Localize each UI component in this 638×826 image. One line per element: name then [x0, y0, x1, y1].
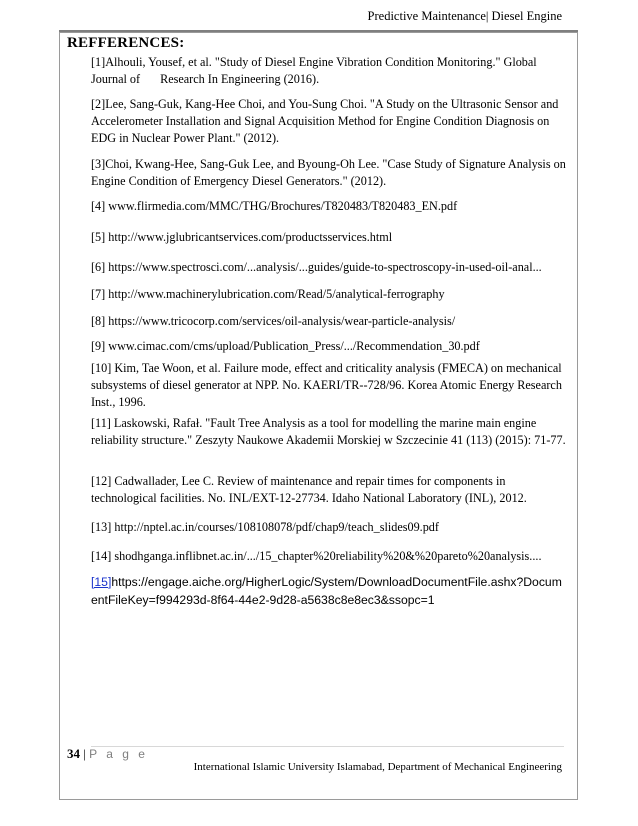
reference-4 [91, 198, 566, 215]
reference-number: [6] [91, 260, 106, 274]
reference-number: [11] [91, 416, 111, 430]
reference-number: [7] [91, 287, 106, 301]
footer-institution: International Islamic University Islamabad, Department of Mechanical Engineering [193, 761, 562, 773]
reference-text: https://www.tricocorp.com/services/oil-analysis/wear-particle-analysis/ [108, 314, 456, 328]
reference-12 [91, 473, 566, 507]
reference-text-continued: Research In Engineering (2016). [160, 72, 320, 86]
page-number-value: 34 [67, 746, 80, 761]
reference-text: www.cimac.com/cms/upload/Publication_Press/.../Recommendation_30.pdf [108, 339, 480, 353]
page-number [67, 746, 148, 762]
reference-number: [8] [91, 314, 106, 328]
reference-text: http://nptel.ac.in/courses/108108078/pdf/chap9/teach_slides09.pdf [114, 520, 439, 534]
reference-7 [91, 286, 566, 303]
reference-text: Laskowski, Rafał. "Fault Tree Analysis as a tool for modelling the marine main engine reliability structure." Zeszyty Naukowe Akademii Morskiej w Szczecinie 41 (113) (2015): 71-77. [91, 416, 566, 447]
reference-3 [91, 156, 566, 190]
reference-number: [2] [91, 97, 106, 111]
reference-10 [91, 360, 566, 411]
reference-number: [12] [91, 474, 112, 488]
reference-15 [91, 573, 566, 609]
reference-11 [91, 415, 566, 449]
reference-text: http://www.jglubricantservices.com/productsservices.html [108, 230, 393, 244]
reference-number: [13] [91, 520, 112, 534]
running-header: Predictive Maintenance| Diesel Engine [367, 9, 562, 23]
reference-number: [5] [91, 230, 106, 244]
reference-text: www.flirmedia.com/MMC/THG/Brochures/T820483/T820483_EN.pdf [108, 199, 458, 213]
reference-text: Cadwallader, Lee C. Review of maintenance and repair times for components in technological facilities. No. INL/EXT-12-27734. Idaho National Laboratory (INL), 2012. [91, 474, 527, 505]
reference-text: Kim, Tae Woon, et al. Failure mode, effect and criticality analysis (FMECA) on mechanical subsystems of diesel generator at NPP. No. KAERI/TR--728/96. Korea Atomic Energy Research Inst., 1996. [91, 361, 562, 409]
reference-13 [91, 519, 566, 536]
reference-15-link[interactable]: [15] [91, 575, 112, 589]
reference-text: https://www.spectrosci.com/...analysis/...guides/guide-to-spectroscopy-in-used-oil-anal... [108, 260, 542, 274]
references-heading: REFFERENCES: [67, 35, 185, 51]
reference-text: https://engage.aiche.org/HigherLogic/System/DownloadDocumentFile.ashx?DocumentFileKey=f994293d-8f64-44e2-9d28-a5638c8e8ec3&ssopc=1 [91, 575, 562, 607]
reference-2 [91, 96, 566, 147]
reference-text: http://www.machinerylubrication.com/Read/5/analytical-ferrography [108, 287, 445, 301]
reference-number: [4] [91, 199, 106, 213]
reference-1 [91, 54, 566, 88]
reference-8 [91, 313, 566, 330]
reference-number: [1] [91, 55, 106, 69]
page-separator: | [83, 746, 86, 761]
reference-text: Choi, Kwang-Hee, Sang-Guk Lee, and Byoung-Oh Lee. "Case Study of Signature Analysis on Engine Condition of Emergency Diesel Generators." (2012). [91, 157, 566, 188]
footer-rule [91, 746, 564, 747]
reference-text: Alhouli, Yousef, et al. "Study of Diesel Engine Vibration Condition Monitoring." Global Journal of [91, 55, 537, 86]
reference-number: [14] [91, 549, 112, 563]
reference-6 [91, 259, 566, 276]
reference-9 [91, 338, 566, 355]
reference-number: [3] [91, 157, 106, 171]
reference-5 [91, 229, 566, 246]
page-word: P a g e [89, 747, 148, 761]
reference-number: [9] [91, 339, 106, 353]
reference-text: shodhganga.inflibnet.ac.in/.../15_chapter%20reliability%20&%20pareto%20analysis.... [114, 549, 542, 563]
reference-number: [10] [91, 361, 112, 375]
reference-text: Lee, Sang-Guk, Kang-Hee Choi, and You-Sung Choi. "A Study on the Ultrasonic Sensor and Accelerometer Installation and Signal Acquisition Method for Engine Condition Diagnosis on EDG in Nuclear Power Plant." (2012). [91, 97, 559, 145]
reference-14 [91, 548, 566, 565]
